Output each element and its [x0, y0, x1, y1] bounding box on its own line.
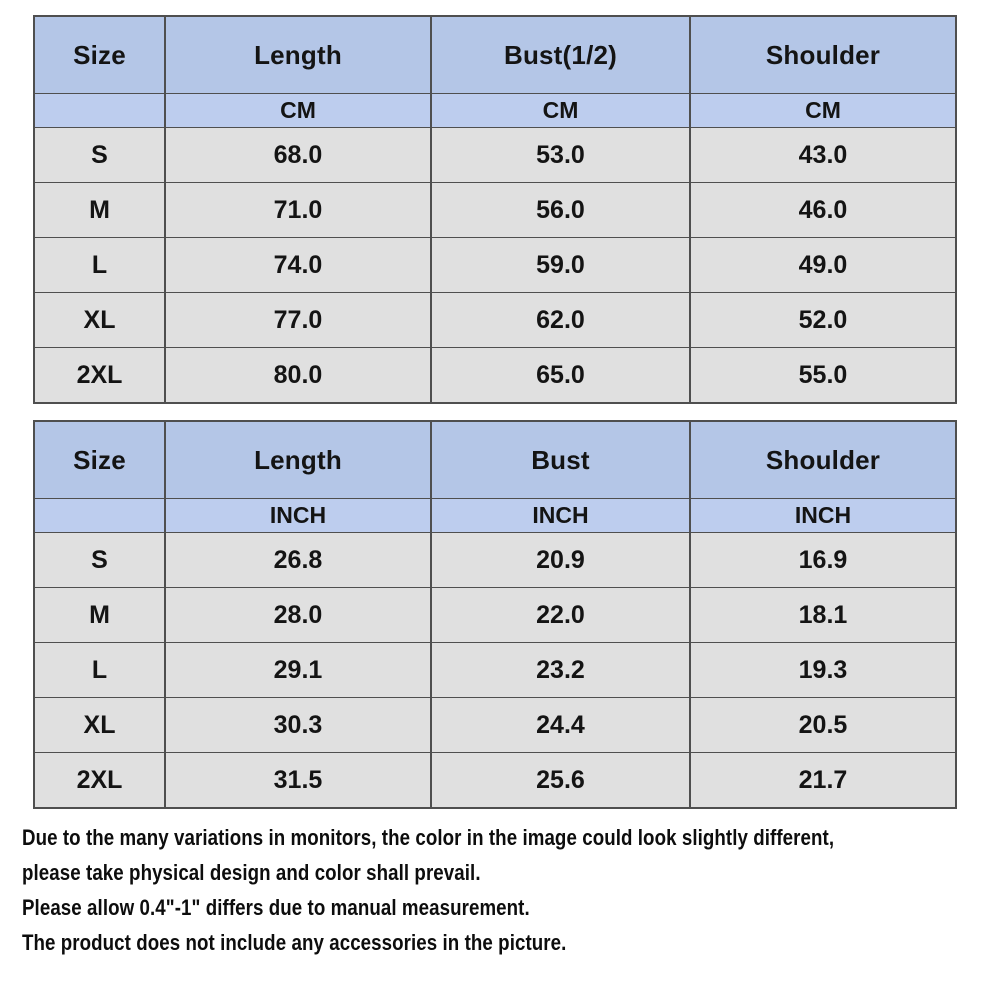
unit-cell-blank [34, 94, 165, 128]
column-header-length: Length [165, 421, 431, 499]
shoulder-cell: 19.3 [690, 643, 956, 698]
table-inch-header-row [34, 421, 956, 499]
size-cell: L [34, 643, 165, 698]
length-cell: 26.8 [165, 533, 431, 588]
length-cell: 77.0 [165, 293, 431, 348]
shoulder-cell: 20.5 [690, 698, 956, 753]
bust-cell: 59.0 [431, 238, 690, 293]
bust-cell: 53.0 [431, 128, 690, 183]
length-cell: 71.0 [165, 183, 431, 238]
table-row [34, 643, 956, 698]
shoulder-cell: 46.0 [690, 183, 956, 238]
shoulder-cell: 49.0 [690, 238, 956, 293]
length-cell: 74.0 [165, 238, 431, 293]
bust-cell: 20.9 [431, 533, 690, 588]
size-table-inch [33, 420, 957, 809]
size-cell: XL [34, 698, 165, 753]
size-cell: S [34, 533, 165, 588]
disclaimer-line: Please allow 0.4"-1" differs due to manual measurement. [22, 895, 530, 920]
length-cell: 28.0 [165, 588, 431, 643]
shoulder-cell: 18.1 [690, 588, 956, 643]
disclaimer-line: The product does not include any accessories in the picture. [22, 930, 567, 955]
disclaimer-line: please take physical design and color shall prevail. [22, 860, 481, 885]
bust-cell: 23.2 [431, 643, 690, 698]
column-header-shoulder: Shoulder [690, 421, 956, 499]
table-row [34, 183, 956, 238]
size-cell: 2XL [34, 348, 165, 404]
table-row [34, 348, 956, 404]
size-cell: XL [34, 293, 165, 348]
column-header-bust: Bust [431, 421, 690, 499]
column-header-shoulder: Shoulder [690, 16, 956, 94]
bust-cell: 65.0 [431, 348, 690, 404]
shoulder-cell: 55.0 [690, 348, 956, 404]
bust-cell: 22.0 [431, 588, 690, 643]
table-row [34, 293, 956, 348]
table-cm-header-row [34, 16, 956, 94]
bust-cell: 62.0 [431, 293, 690, 348]
length-cell: 68.0 [165, 128, 431, 183]
column-header-bust: Bust(1/2) [431, 16, 690, 94]
disclaimer-text [22, 826, 983, 966]
size-cell: S [34, 128, 165, 183]
length-cell: 80.0 [165, 348, 431, 404]
unit-cell-cm: CM [690, 94, 956, 128]
unit-cell-inch: INCH [431, 499, 690, 533]
unit-cell-cm: CM [431, 94, 690, 128]
table-cm-unit-row [34, 94, 956, 128]
shoulder-cell: 52.0 [690, 293, 956, 348]
disclaimer-line: Due to the many variations in monitors, the color in the image could look slightly different, [22, 825, 835, 850]
bust-cell: 24.4 [431, 698, 690, 753]
column-header-length: Length [165, 16, 431, 94]
length-cell: 29.1 [165, 643, 431, 698]
unit-cell-cm: CM [165, 94, 431, 128]
shoulder-cell: 43.0 [690, 128, 956, 183]
unit-cell-inch: INCH [165, 499, 431, 533]
column-header-size: Size [34, 16, 165, 94]
table-row [34, 238, 956, 293]
size-cell: 2XL [34, 753, 165, 809]
shoulder-cell: 16.9 [690, 533, 956, 588]
size-cell: M [34, 183, 165, 238]
length-cell: 30.3 [165, 698, 431, 753]
shoulder-cell: 21.7 [690, 753, 956, 809]
column-header-size: Size [34, 421, 165, 499]
size-table-cm [33, 15, 957, 404]
table-row [34, 753, 956, 809]
unit-cell-inch: INCH [690, 499, 956, 533]
table-row [34, 128, 956, 183]
table-row [34, 588, 956, 643]
size-cell: L [34, 238, 165, 293]
unit-cell-blank [34, 499, 165, 533]
table-row [34, 533, 956, 588]
length-cell: 31.5 [165, 753, 431, 809]
bust-cell: 56.0 [431, 183, 690, 238]
size-cell: M [34, 588, 165, 643]
table-inch-unit-row [34, 499, 956, 533]
bust-cell: 25.6 [431, 753, 690, 809]
table-row [34, 698, 956, 753]
